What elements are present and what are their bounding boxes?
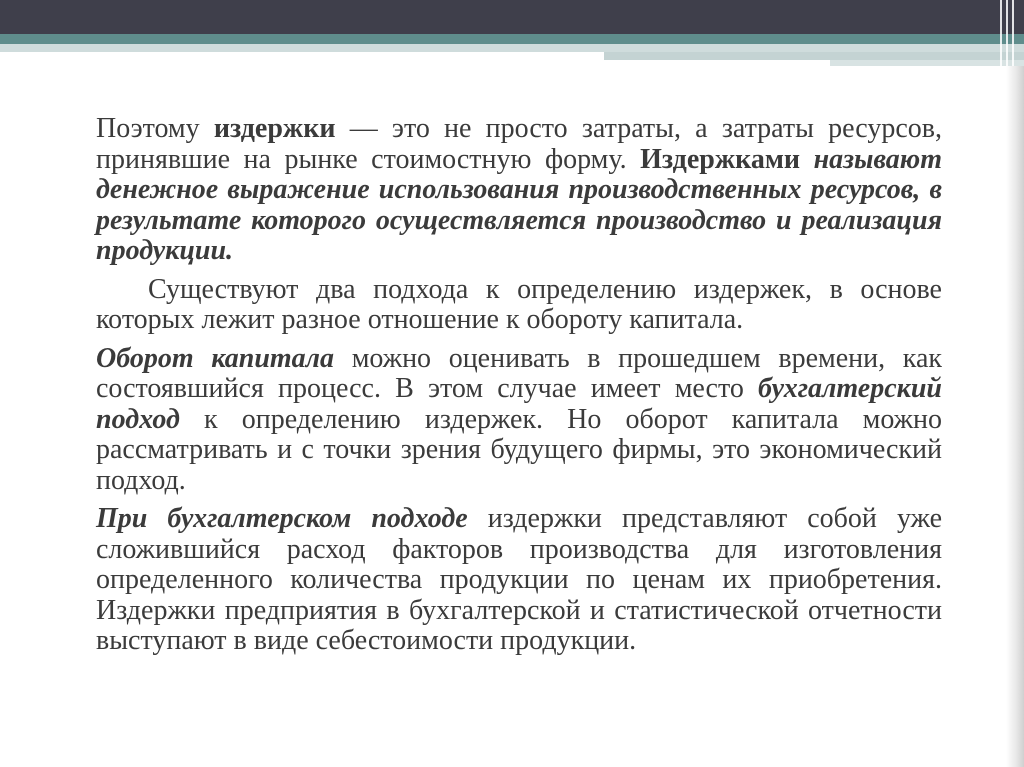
- text-run-bold: Издержками: [640, 143, 801, 175]
- text-run-bold: издержки: [213, 113, 336, 144]
- page-edge-shadow: [1006, 66, 1024, 767]
- text-run-bold-italic: называют денежное выражение использования производственных ресурсов, в результате которого осуществляется производство и реализация продукции.: [96, 143, 942, 266]
- text-run: Существуют два подхода к определению издержек, в основе которых лежит разное отношение к обороту капитала.: [96, 273, 942, 335]
- text-run-bold-italic: бухгалтерский подход: [96, 373, 942, 435]
- paragraph-accounting-approach: [96, 504, 942, 657]
- text-run: издержки представляют собой уже сложившийся расход факторов производства для изготовления определенного количества продукции по ценам их приобретения. Издержки предприятия в бухгалтерской и статистической отчетности выступают в виде себестоимости продукции.: [96, 503, 942, 656]
- header-bar-light: [0, 44, 1024, 52]
- paragraph-capital-turnover: [96, 344, 942, 497]
- header-bar-teal: [0, 34, 1024, 44]
- header-bar-accent: [604, 52, 1024, 60]
- text-run: к определению издержек. Но оборот капитала можно рассматривать и с точки зрения будущего фирмы, это экономический подход.: [96, 403, 942, 496]
- text-run-bold-italic: Оборот капитала: [96, 342, 335, 374]
- paragraph-costs-definition: [96, 114, 942, 267]
- text-run: Поэтому: [96, 113, 214, 144]
- header-vertical-rules: [994, 0, 1024, 66]
- slide-text: [96, 114, 942, 665]
- text-run-bold-italic: При бухгалтерском подходе: [96, 503, 468, 534]
- text-run: — это не просто затраты, а затраты ресурсов, принявшие на рынке стоимостную форму.: [96, 113, 942, 175]
- header-bar-dark: [0, 0, 1024, 34]
- text-run: можно оценивать в прошедшем времени, как состоявшийся процесс. В этом случае имеет место: [96, 342, 943, 404]
- paragraph-two-approaches: [96, 275, 942, 336]
